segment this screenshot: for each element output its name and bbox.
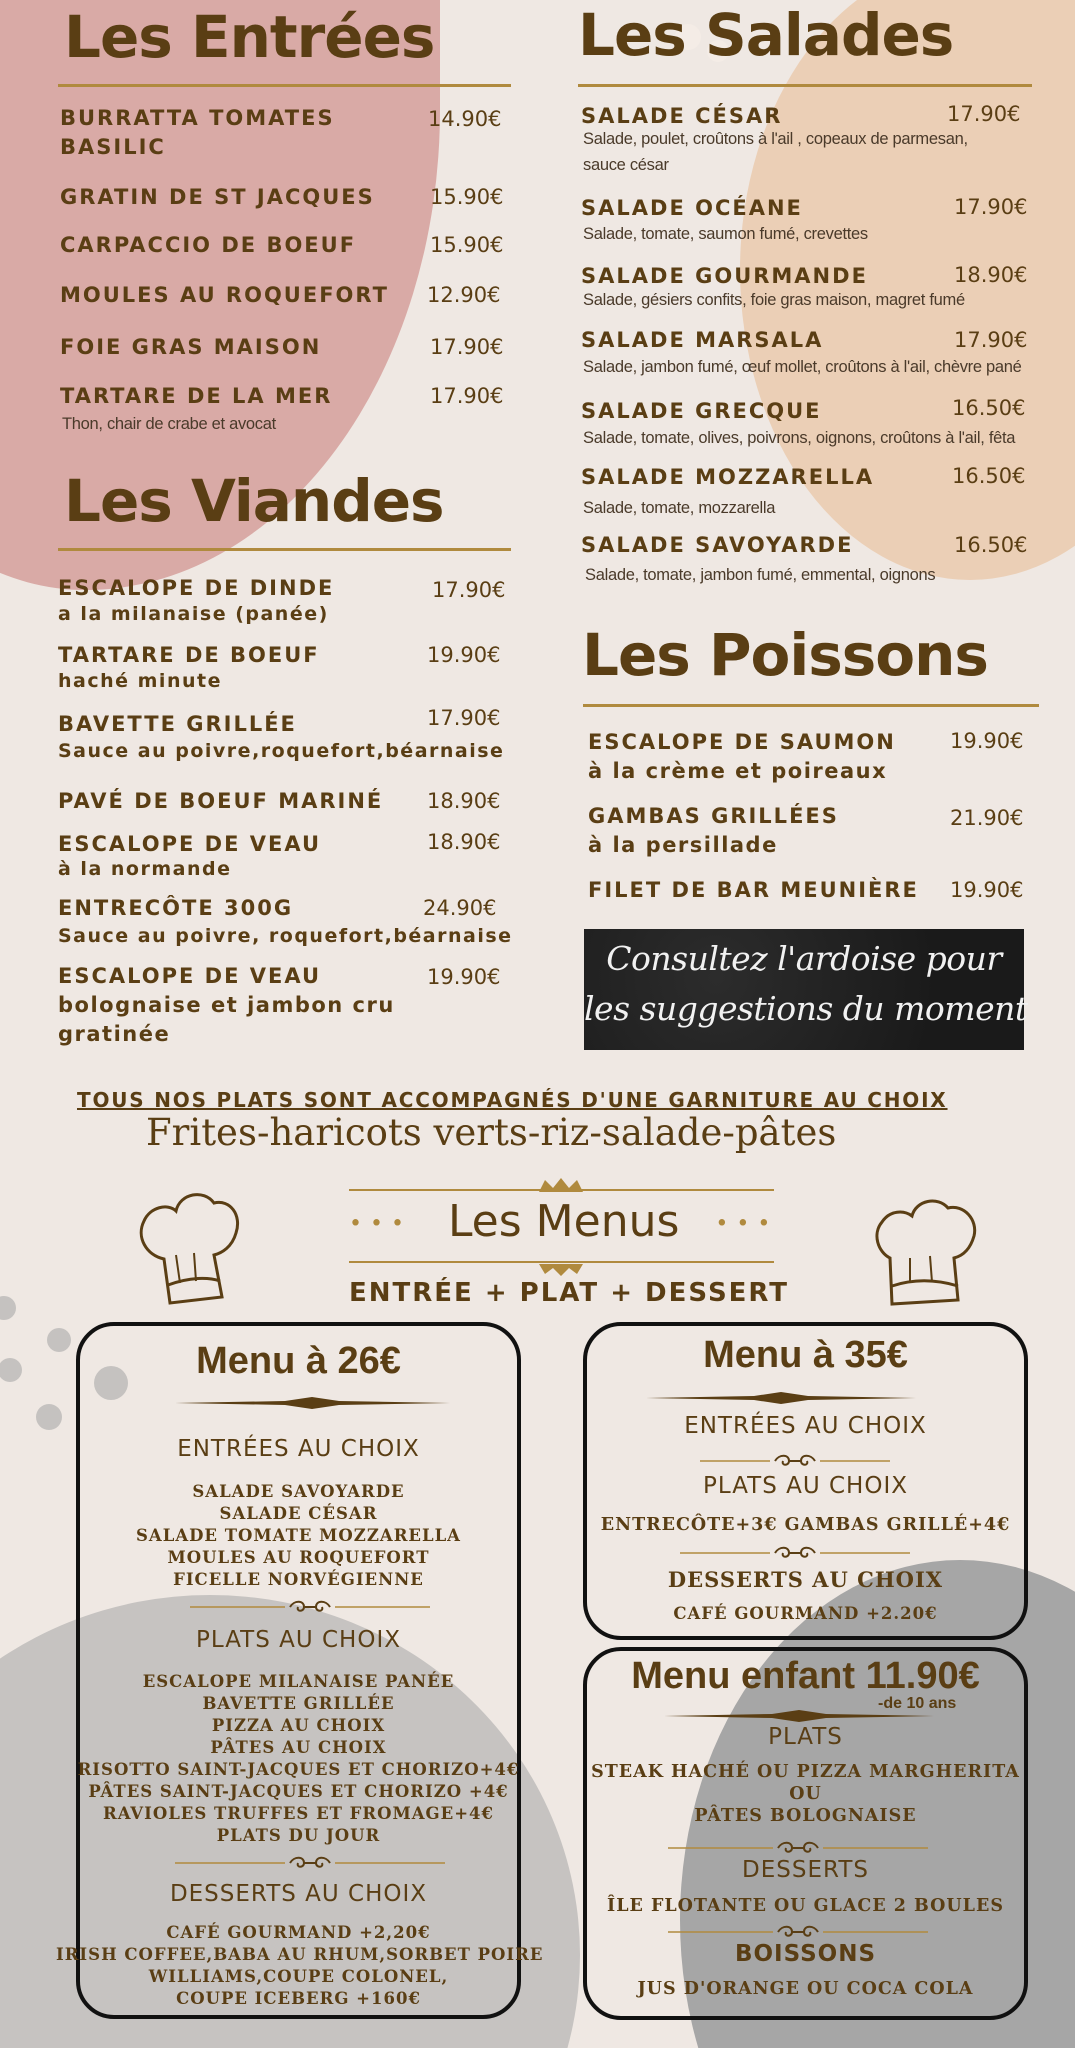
poisson-name: GAMBAS GRILLÉES: [588, 804, 839, 828]
salade-price: 17.90€: [954, 328, 1028, 352]
swirl-divider-icon: [190, 1598, 430, 1616]
divider-ornament-icon: [646, 1392, 916, 1404]
viande-sub: à la normande: [58, 858, 232, 880]
viande-name: PAVÉ DE BOEUF MARINÉ: [58, 789, 384, 813]
viande-sub: haché minute: [58, 670, 222, 692]
menu-item: ÎLE FLOTANTE OU GLACE 2 BOULES: [607, 1896, 1004, 1916]
salade-price: 16.50€: [954, 533, 1028, 557]
menu-enfant-desserts-list: [583, 1895, 1028, 1917]
entree-name: FOIE GRAS MAISON: [60, 335, 322, 359]
menu-26-plats-label: PLATS AU CHOIX: [196, 1627, 401, 1653]
viande-price: 19.90€: [427, 643, 501, 667]
menu-26-desserts-list: [56, 1922, 544, 2010]
menu-item: CAFÉ GOURMAND +2,20€: [166, 1923, 431, 1942]
menu-35-plats-label: PLATS AU CHOIX: [703, 1473, 908, 1499]
menu-enfant-plats-list: [583, 1761, 1028, 1827]
menu-item: COUPE ICEBERG +160€: [176, 1989, 421, 2008]
salade-desc: Salade, tomate, olives, poivrons, oignons, croûtons à l'ail, fêta: [583, 429, 1016, 447]
viande-sub: a la milanaise (panée): [58, 603, 329, 625]
menu-26-entrees-label: ENTRÉES AU CHOIX: [177, 1436, 420, 1462]
salade-desc: Salade, tomate, mozzarella: [583, 499, 776, 517]
viande-name: ESCALOPE DE VEAU: [58, 832, 322, 856]
menu-enfant-plats-label: PLATS: [768, 1724, 843, 1750]
menu-35-entrees-label: ENTRÉES AU CHOIX: [684, 1413, 927, 1439]
entree-price: 15.90€: [430, 233, 504, 257]
salade-name: SALADE CÉSAR: [581, 104, 783, 128]
entree-desc: Thon, chair de crabe et avocat: [62, 415, 276, 433]
chef-hat-icon: [872, 1192, 982, 1312]
poisson-name: FILET DE BAR MEUNIÈRE: [588, 878, 919, 902]
salade-price: 16.50€: [952, 396, 1026, 420]
menu-26-title: Menu à 26€: [196, 1340, 401, 1382]
salade-name: SALADE MOZZARELLA: [581, 465, 875, 489]
salade-desc: Salade, tomate, saumon fumé, crevettes: [583, 225, 868, 243]
entree-price: 14.90€: [428, 107, 502, 131]
menu-enfant-boissons-label: BOISSONS: [734, 1941, 877, 1967]
viande-name: ESCALOPE DE DINDE: [58, 576, 335, 600]
poisson-price: 21.90€: [950, 806, 1024, 830]
viande-price: 18.90€: [427, 830, 501, 854]
crown-ornament-icon: [531, 1262, 591, 1278]
salade-desc: Salade, tomate, jambon fumé, emmental, oignons: [585, 566, 936, 584]
entree-price: 17.90€: [430, 335, 504, 359]
chalkboard-line-2: les suggestions du moment: [584, 989, 1028, 1028]
entree-price: 15.90€: [430, 185, 504, 209]
salade-name: SALADE MARSALA: [581, 328, 824, 352]
swirl-divider-icon: [680, 1544, 910, 1562]
viande-price: 24.90€: [423, 896, 497, 920]
entree-name-line2: BASILIC: [60, 135, 166, 159]
viande-name: ESCALOPE DE VEAU: [58, 964, 322, 988]
menu-35-plats-list: [583, 1514, 1028, 1536]
viande-name: TARTARE DE BOEUF: [58, 643, 320, 667]
entree-name: BURRATTA TOMATES: [60, 106, 335, 130]
menu-item: PÂTES BOLOGNAISE: [694, 1806, 917, 1826]
viande-price: 19.90€: [427, 965, 501, 989]
menu-enfant-desserts-label: DESSERTS: [742, 1857, 869, 1883]
chalkboard-banner: [584, 929, 1028, 1050]
entree-price: 12.90€: [427, 283, 501, 307]
salade-price: 18.90€: [954, 263, 1028, 287]
entree-name: GRATIN DE ST JACQUES: [60, 185, 375, 209]
salade-name: SALADE OCÉANE: [581, 196, 803, 220]
salade-name: SALADE SAVOYARDE: [581, 533, 854, 557]
viandes-title: Les Viandes: [64, 467, 444, 535]
menu-item: BAVETTE GRILLÉE: [202, 1694, 395, 1713]
menus-subtitle: ENTRÉE + PLAT + DESSERT: [349, 1278, 790, 1308]
menu-item: SALADE SAVOYARDE: [192, 1482, 405, 1501]
viande-name: ENTRECÔTE 300G: [58, 896, 294, 920]
dots-left-icon: •••: [349, 1211, 412, 1237]
chalkboard-line-1: Consultez l'ardoise pour: [606, 939, 1002, 978]
menu-enfant-age: -de 10 ans: [878, 1695, 957, 1712]
menu-enfant-boissons-list: [583, 1978, 1028, 2000]
crown-ornament-icon: [531, 1176, 591, 1196]
menu-item: STEAK HACHÉ OU PIZZA MARGHERITA: [591, 1762, 1020, 1782]
chef-hat-icon: [128, 1185, 246, 1311]
salade-price: 17.90€: [954, 195, 1028, 219]
dots-right-icon: •••: [715, 1211, 779, 1237]
viande-sub: gratinée: [58, 1022, 171, 1046]
menu-enfant-title: Menu enfant 11.90€: [631, 1655, 980, 1697]
entrees-title: Les Entrées: [64, 3, 435, 71]
menu-item: RAVIOLES TRUFFES ET FROMAGE+4€: [102, 1804, 494, 1823]
salade-desc: Salade, gésiers confits, foie gras maison, magret fumé: [583, 291, 965, 309]
poisson-sub: à la crème et poireaux: [588, 759, 888, 783]
menu-item: OU: [789, 1784, 822, 1804]
menu-item: ESCALOPE MILANAISE PANÉE: [142, 1672, 455, 1691]
salade-desc: sauce césar: [583, 156, 669, 174]
viande-price: 17.90€: [427, 706, 501, 730]
entree-name: TARTARE DE LA MER: [60, 384, 333, 408]
menu-26-desserts-label: DESSERTS AU CHOIX: [169, 1881, 428, 1907]
swirl-divider-icon: [175, 1854, 445, 1872]
menu-item: MOULES AU ROQUEFORT: [167, 1548, 430, 1567]
viande-sub: Sauce au poivre, roquefort,béarnaise: [58, 925, 513, 947]
menu-item: SALADE CÉSAR: [219, 1504, 378, 1523]
poissons-rule: [583, 704, 1039, 707]
entrees-rule: [58, 84, 511, 87]
dot-decoration: [47, 1328, 71, 1352]
poissons-title: Les Poissons: [582, 621, 988, 689]
salade-name: SALADE GOURMANDE: [581, 264, 868, 288]
menus-title-text: Les Menus: [447, 1196, 680, 1247]
menu-35-desserts-label: DESSERTS AU CHOIX: [667, 1567, 944, 1592]
entree-price: 17.90€: [430, 384, 504, 408]
menu-item: RISOTTO SAINT-JACQUES ET CHORIZO+4€: [77, 1760, 520, 1779]
divider-ornament-icon: [175, 1397, 450, 1409]
salade-name: SALADE GRECQUE: [581, 399, 822, 423]
poisson-sub: à la persillade: [588, 833, 778, 857]
dot-decoration: [0, 1358, 22, 1382]
viande-price: 18.90€: [427, 789, 501, 813]
menu-35-desserts-list: [583, 1603, 1028, 1625]
salade-desc: Salade, jambon fumé, œuf mollet, croûtons à l'ail, chèvre pané: [583, 358, 1022, 376]
menu-item: PÂTES AU CHOIX: [210, 1738, 387, 1757]
menu-item: ENTRECÔTE+3€ GAMBAS GRILLÉ+4€: [600, 1515, 1011, 1535]
poisson-name: ESCALOPE DE SAUMON: [588, 730, 896, 754]
swirl-divider-icon: [700, 1452, 890, 1470]
menu-item: PÂTES SAINT-JACQUES ET CHORIZO +4€: [88, 1782, 509, 1801]
viande-sub: Sauce au poivre,roquefort,béarnaise: [58, 740, 505, 762]
menu-item: IRISH COFFEE,BABA AU RHUM,SORBET POIRE: [56, 1945, 544, 1964]
menus-title: [349, 1196, 779, 1247]
menu-item: WILLIAMS,COUPE COLONEL,: [148, 1967, 449, 1986]
menu-item: SALADE TOMATE MOZZARELLA: [136, 1526, 461, 1545]
menu-26-plats-list: [76, 1671, 521, 1847]
viande-name: BAVETTE GRILLÉE: [58, 712, 297, 736]
menu-26-entrees-list: [76, 1481, 521, 1591]
swirl-divider-icon: [668, 1923, 928, 1941]
garniture-heading: TOUS NOS PLATS SONT ACCOMPAGNÉS D'UNE GARNITURE AU CHOIX: [77, 1088, 948, 1112]
viande-sub: bolognaise et jambon cru: [58, 993, 395, 1017]
salade-price: 16.50€: [952, 464, 1026, 488]
menu-item: JUS D'ORANGE OU COCA COLA: [637, 1979, 974, 1999]
poisson-price: 19.90€: [950, 729, 1024, 753]
menu-item: FICELLE NORVÉGIENNE: [173, 1570, 424, 1589]
viande-price: 17.90€: [432, 578, 506, 602]
swirl-divider-icon: [668, 1839, 928, 1857]
entree-name: CARPACCIO DE BOEUF: [60, 233, 357, 257]
entree-name: MOULES AU ROQUEFORT: [60, 283, 389, 307]
salade-price: 17.90€: [947, 102, 1021, 126]
viandes-rule: [58, 548, 511, 551]
menu-item: PLATS DU JOUR: [216, 1826, 381, 1845]
salades-rule: [578, 84, 1032, 87]
garniture-options: Frites-haricots verts-riz-salade-pâtes: [146, 1111, 837, 1154]
divider-ornament-icon: [664, 1710, 934, 1722]
menu-item: PIZZA AU CHOIX: [211, 1716, 386, 1735]
menu-item: CAFÉ GOURMAND +2.20€: [673, 1604, 938, 1623]
dot-decoration: [0, 1296, 16, 1320]
dot-decoration: [36, 1404, 62, 1430]
menu-35-title: Menu à 35€: [703, 1334, 908, 1376]
poisson-price: 19.90€: [950, 878, 1024, 902]
salade-desc: Salade, poulet, croûtons à l'ail , copeaux de parmesan,: [583, 130, 968, 148]
salades-title: Les Salades: [578, 1, 954, 69]
